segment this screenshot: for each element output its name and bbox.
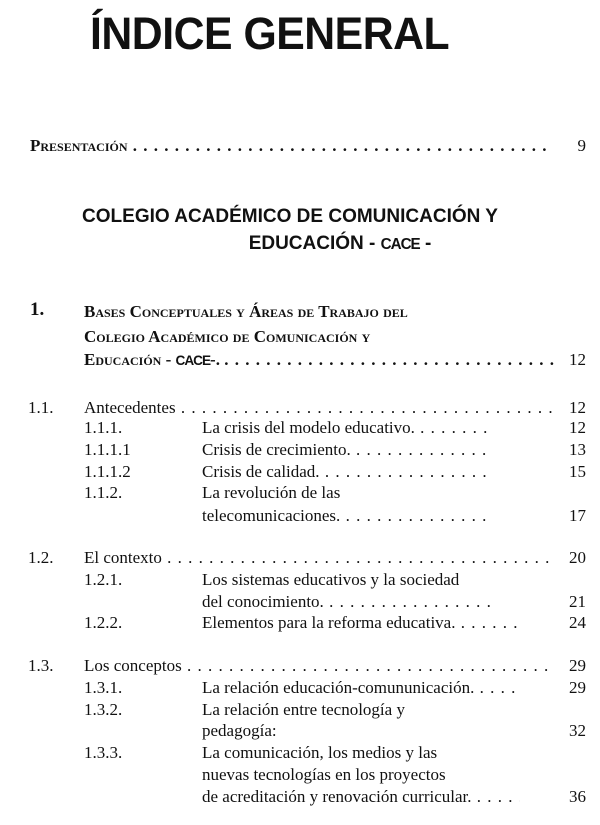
toc-entry-page: 36	[569, 787, 586, 806]
toc-entry-presentacion[interactable]	[30, 136, 586, 156]
toc-entry-page: 12	[569, 418, 586, 437]
toc-entry-number: 1.1.	[28, 398, 54, 417]
toc-entry-chapter-1[interactable]	[84, 350, 586, 370]
toc-entry-label: del conocimiento. . . .	[202, 592, 490, 612]
toc-entry-number: 1.3.2.	[84, 700, 123, 719]
section-heading-line2	[0, 230, 560, 258]
toc-entry-label: Crisis de crecimiento. . . .	[202, 440, 490, 460]
toc-entry-label-line1: La relación entre tecnología y	[202, 700, 405, 719]
toc-entry-label: El contexto . . .	[84, 548, 552, 568]
cace-logo: CACE	[380, 235, 420, 254]
toc-entry-page: 29	[569, 656, 586, 675]
toc-entry-label: Elementos para la reforma educativa. . . .	[202, 613, 520, 633]
section-heading	[0, 203, 560, 258]
toc-entry-page: 12	[569, 350, 586, 369]
toc-entry-page: 20	[569, 548, 586, 567]
toc-entry-page: 24	[569, 613, 586, 632]
toc-entry-page: 9	[577, 136, 586, 155]
toc-entry-number: 1.3.	[28, 656, 54, 675]
toc-entry-label: de acreditación y renovación curricular. . . .	[202, 787, 520, 807]
toc-entry-page: 15	[569, 462, 586, 481]
toc-entry-page: 12	[569, 398, 586, 417]
toc-entry-page: 32	[569, 721, 586, 740]
toc-entry-page: 13	[569, 440, 586, 459]
toc-entry-page: 17	[569, 506, 586, 525]
chapter-title-suffix: -.	[210, 350, 220, 369]
toc-entry-label: pedagogía:	[202, 721, 277, 740]
toc-entry-label: La relación educación-comununicación. . . .	[202, 678, 520, 698]
toc-entry-number: 1.2.1.	[84, 570, 123, 589]
chapter-title-line2: Colegio Académico de Comunicación y	[84, 327, 371, 346]
toc-entry-label-line1: La comunicación, los medios y las	[202, 743, 438, 762]
page-title: ÍNDICE GENERAL	[90, 8, 450, 59]
toc-entry-number: 1.2.2.	[84, 613, 123, 632]
toc-entry-number: 1.3.3.	[84, 743, 123, 762]
toc-entry-label: Los conceptos . . .	[84, 656, 552, 676]
chapter-title-text: Educación -	[84, 350, 172, 369]
toc-entry-number: 1.1.1.2	[84, 462, 131, 481]
toc-entry-page: 29	[569, 678, 586, 697]
toc-entry-label: Antecedentes . . .	[84, 398, 552, 418]
chapter-number: 1.	[30, 299, 45, 320]
toc-entry-number: 1.1.2.	[84, 483, 123, 502]
toc-entry-number: 1.1.1.	[84, 418, 123, 437]
toc-entry-label-line1: Los sistemas educativos y la sociedad	[202, 570, 460, 589]
toc-entry-label-line1: La revolución de las	[202, 483, 341, 502]
toc-entry-label: Crisis de calidad. . . .	[202, 462, 490, 482]
toc-entry-label-line2: nuevas tecnologías en los proyectos	[202, 765, 446, 784]
section-heading-text: EDUCACIÓN -	[248, 233, 376, 254]
toc-entry-number: 1.2.	[28, 548, 54, 567]
toc-entry-label: telecomunicaciones. . . .	[202, 506, 490, 526]
toc-entry-label: Presentación . . .	[30, 136, 550, 156]
section-heading-line1: COLEGIO ACADÉMICO DE COMUNICACIÓN Y	[82, 206, 498, 227]
chapter-title-line1: Bases Conceptuales y Áreas de Trabajo del	[84, 302, 408, 321]
toc-entry-label: La crisis del modelo educativo. . . .	[202, 418, 490, 438]
toc-entry-number: 1.1.1.1	[84, 440, 131, 459]
toc-entry-page: 21	[569, 592, 586, 611]
cace-logo: CACE	[175, 352, 211, 369]
toc-entry-number: 1.3.1.	[84, 678, 123, 697]
section-heading-suffix: -	[424, 233, 432, 254]
chapter-title-line3	[84, 350, 554, 371]
